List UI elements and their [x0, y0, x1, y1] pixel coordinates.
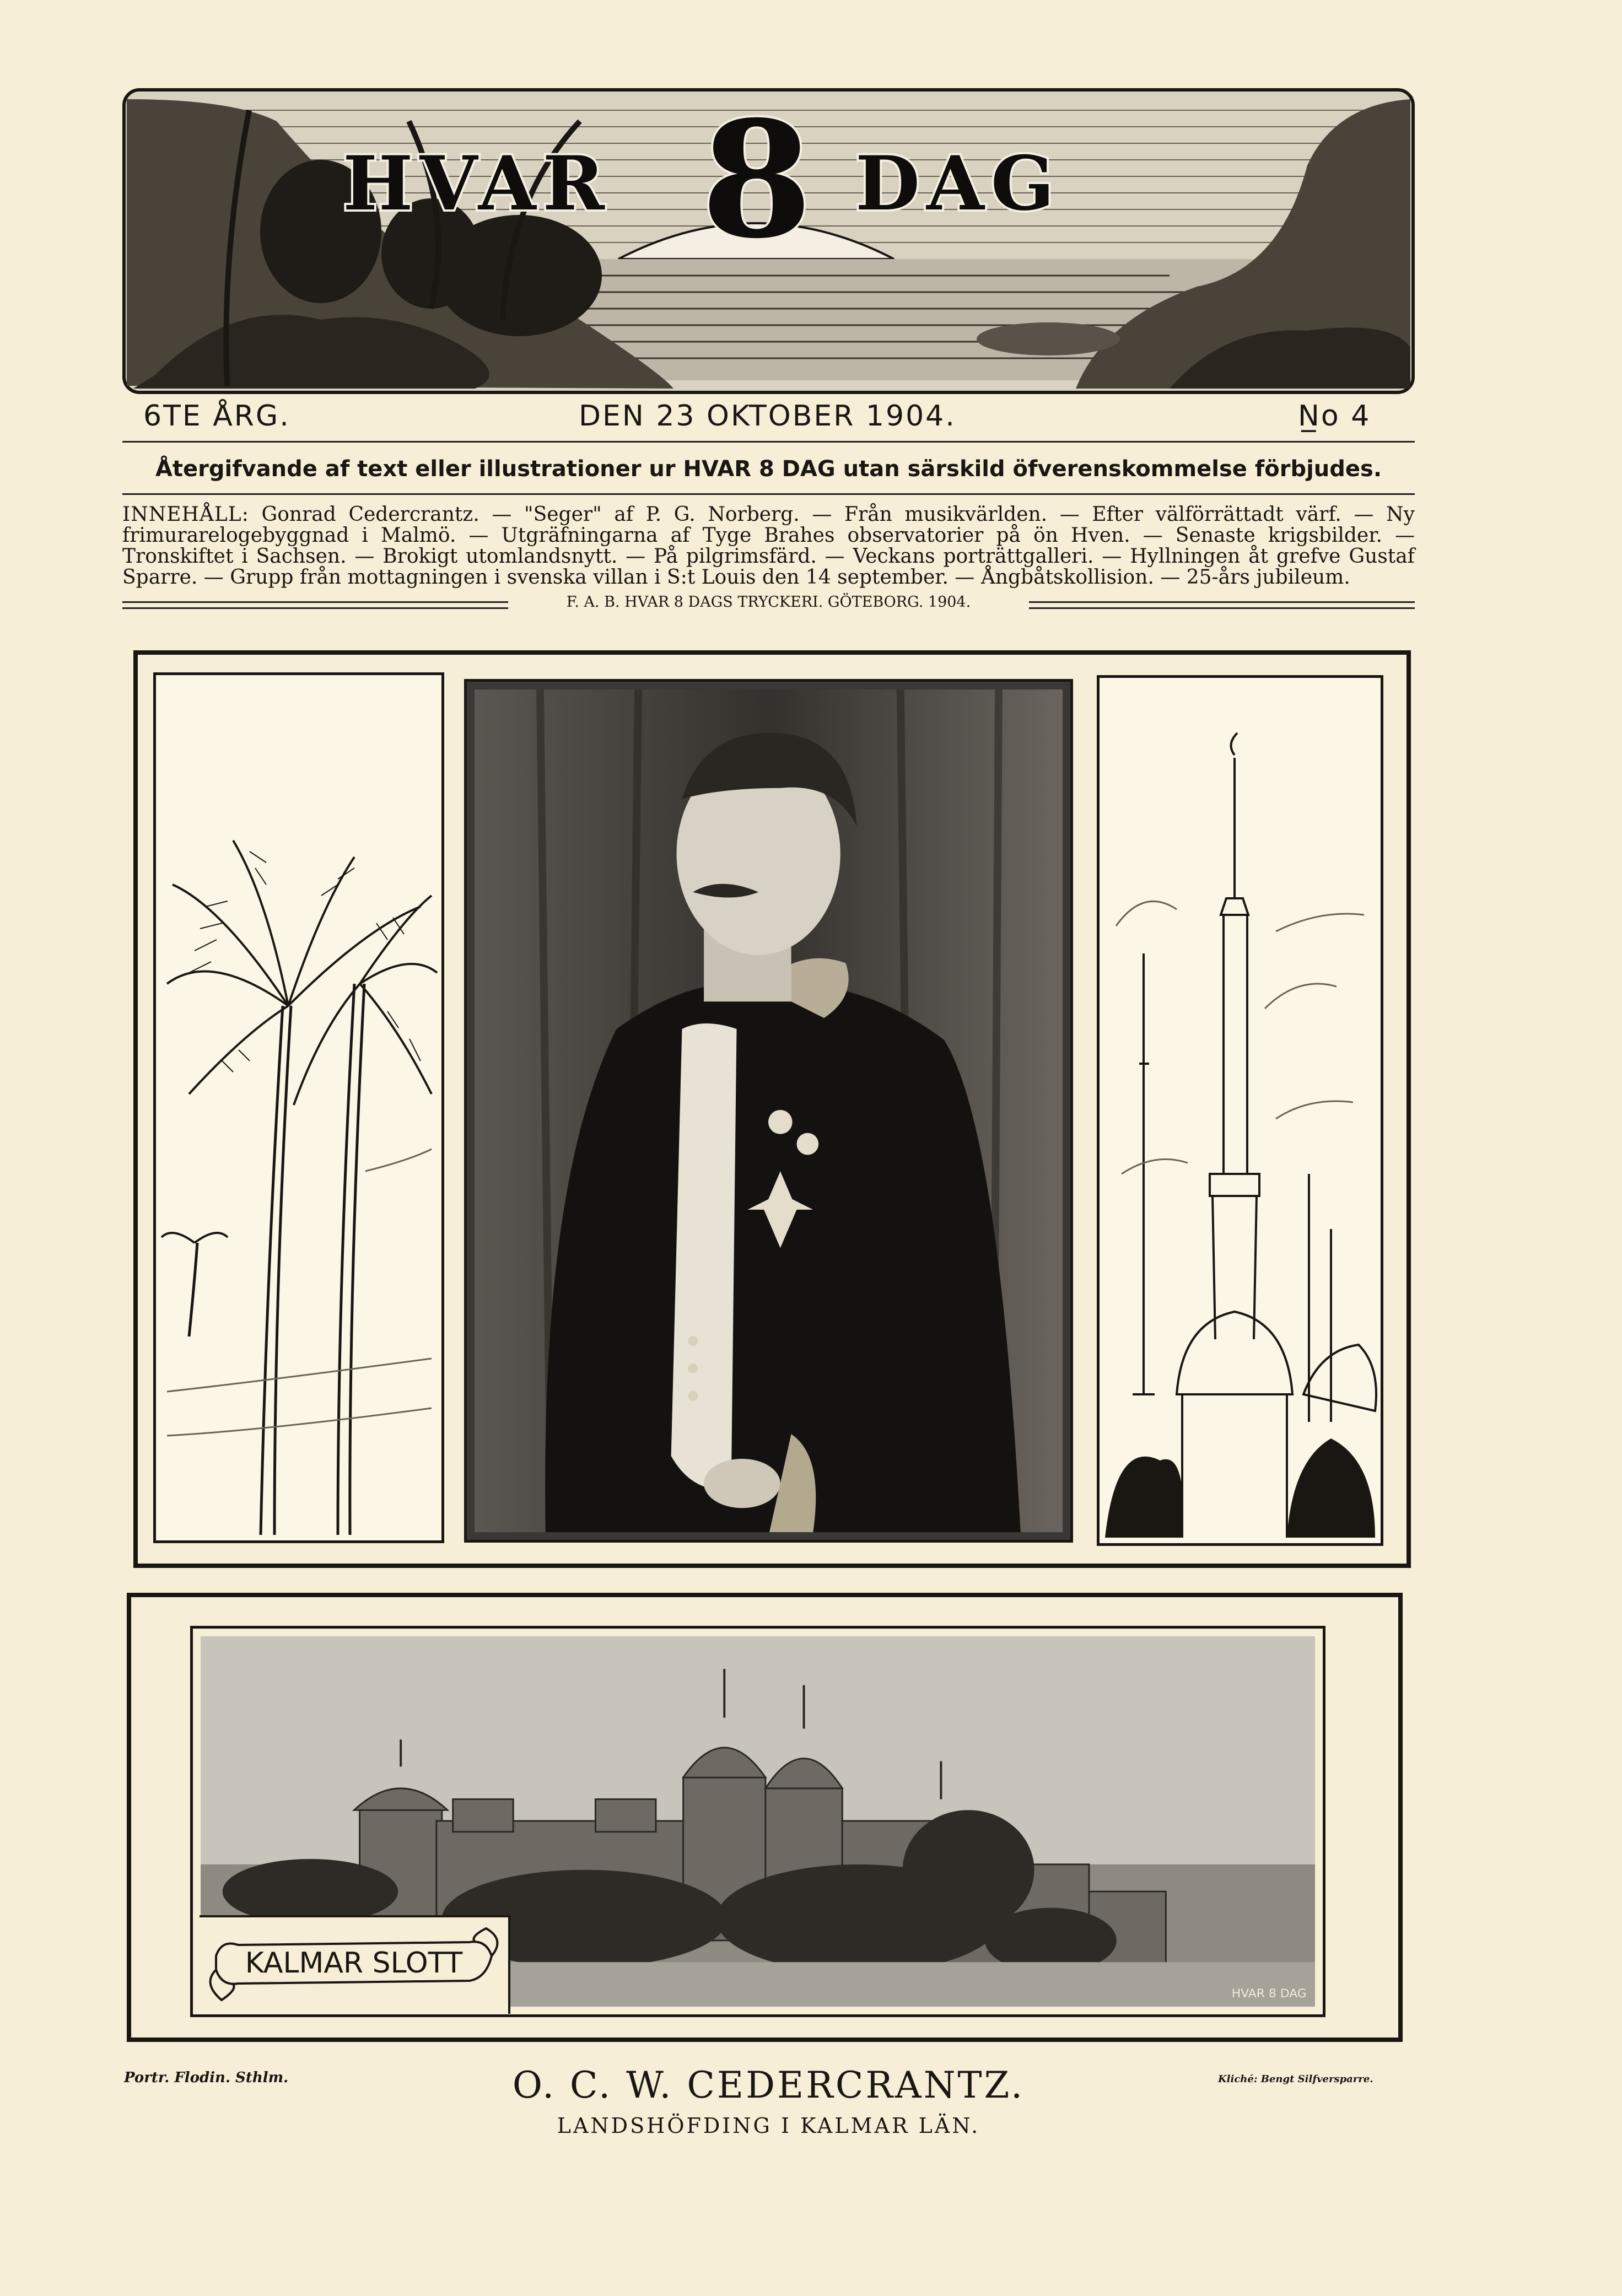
rule-top: [122, 441, 1415, 443]
contents-label: INNEHÅLL:: [122, 503, 249, 526]
castle-label-box: [200, 1915, 510, 2014]
masthead-title-numeral: 8: [701, 88, 812, 274]
castle-label: KALMAR SLOTT: [245, 1947, 463, 1980]
cliche-credit: Kliché: Bengt Silfversparre.: [1218, 2073, 1373, 2085]
portrait-photo: [464, 679, 1073, 1543]
contents-text: Gonrad Cedercrantz. — "Seger" af P. G. Norberg. — Från musikvärlden. — Efter välförrättadt värf. — Ny frimurarelogebyggnad i Malmö. — Utgräfningarna af Tyge Brahes observatorier på ön Hven. — Senaste krigsbilder. — Tronskiftet i Sachsen. — Brokigt utomlandsnytt. — På pilgrimsfärd. — Veckans porträttgalleri. — Hyllningen åt grefve Gustaf Sparre. — Grupp från mottagningen i svenska villan i S:t Louis den 14 september. — Ångbåtskollision. — 25-års jubileum.: [122, 503, 1415, 589]
caption-name: O. C. W. CEDERCRANTZ.: [512, 2064, 1025, 2106]
volume-label: 6TE ÅRG.: [143, 400, 290, 433]
castle-watermark: HVAR 8 DAG: [1231, 1987, 1307, 2001]
printer-imprint: F. A. B. HVAR 8 DAGS TRYCKERI. GÖTEBORG. 1904.: [566, 594, 971, 611]
issue-number: N̲o 4: [1298, 400, 1371, 433]
reproduction-notice: Återgifvande af text eller illustrationer ur HVAR 8 DAG utan särskild öfverenskommelse förbjudes.: [155, 456, 1382, 482]
rule-notice: [122, 493, 1415, 495]
photo-credit: Portr. Flodin. Sthlm.: [124, 2069, 289, 2086]
masthead-illustration: [122, 88, 1415, 394]
masthead-title-left: HVAR: [343, 139, 611, 227]
table-of-contents: [122, 504, 1415, 588]
minaret-illustration: [1097, 675, 1383, 1546]
caption-title: LANDSHÖFDING I KALMAR LÄN.: [557, 2114, 980, 2138]
masthead-title-right: DAG: [855, 139, 1061, 227]
issue-date: DEN 23 OKTOBER 1904.: [579, 400, 956, 433]
printer-line: [122, 592, 1415, 615]
palm-illustration: [153, 672, 444, 1543]
